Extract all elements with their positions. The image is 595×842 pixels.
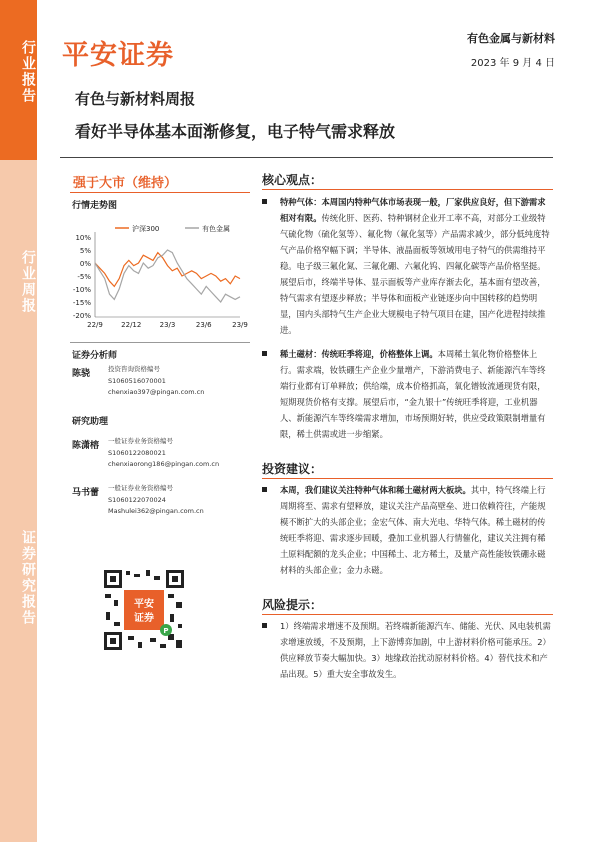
x-tick-label: 22/9 xyxy=(87,321,103,329)
report-type: 有色与新材料周报 xyxy=(75,90,196,108)
y-tick-label: -5% xyxy=(77,273,91,281)
y-tick-label: -20% xyxy=(72,312,91,320)
y-tick-label: 5% xyxy=(79,247,91,255)
assistant-cert-label: 一般证券业务资格编号 xyxy=(108,437,173,445)
rating: 强于大市（维持） xyxy=(73,176,178,191)
series-line xyxy=(95,253,240,287)
assistants-heading: 研究助理 xyxy=(72,417,109,427)
analyst-name: 陈骁 xyxy=(72,369,91,379)
qr-label-top: 平安 xyxy=(134,599,154,610)
assistant-name: 陈潇榕 xyxy=(72,441,100,451)
risk-underline xyxy=(262,614,553,615)
legend-label: 有色金属 xyxy=(202,225,230,233)
investment-paragraph xyxy=(262,482,553,578)
assistant-name: 马书蕾 xyxy=(72,488,100,498)
x-tick-label: 23/6 xyxy=(195,321,212,329)
qr-label-bottom: 证券 xyxy=(134,613,154,624)
core-view-heading: 核心观点： xyxy=(262,173,323,187)
sidebar xyxy=(0,0,37,842)
investment-text: 其中，特气终端上行周期将至、需求有望释放，建议关注产品高壁垒、进口依赖符往，产能规模不断扩大的头部企业；金宏气体、南大光电、华特气体。稀土磁材的传统旺季将迎、需求逐步回暖，叠加工业机器人行情催化，建议关注拥有稀土原料配额的龙头企业；中国稀土、北方稀土，及量产高性能钕铁硼永磁材料的头部企业；金力永磁。 xyxy=(280,485,546,575)
series-line xyxy=(95,250,240,302)
y-tick-label: 0% xyxy=(79,260,91,268)
investment-lead: 本周，我们建议关注特种气体和稀土磁材两大板块。 xyxy=(280,485,471,495)
assistant-info xyxy=(108,436,219,471)
assistant-email: Mashulei362@pingan.com.cn xyxy=(108,507,204,515)
core-view-paragraph-rare-earth xyxy=(262,346,553,442)
y-tick-label: -10% xyxy=(72,286,91,294)
legend-label: 沪深300 xyxy=(132,225,160,233)
analyst-email: chenxiao397@pingan.com.cn xyxy=(108,388,205,396)
rare-earth-text: 本周稀土氧化物价格整体上行。需求端，钕铁硼生产企业少量增产，下游消费电子、新能源汽车等终端行业都有订单释放；供给端，成本价格抓高，氧化镨钕流通现货有限，短期现货价格有支撑。展望后市，“金九银十”传统旺季将迎，工业机器人、新能源汽车等终端需求增加，市场预期好转，供应受政策限制增量有限，稀土供需或进一步缩紧。 xyxy=(280,349,546,439)
analyst-cert-number: S1060516070001 xyxy=(108,376,166,385)
bullet-icon xyxy=(262,487,267,492)
bullet-icon xyxy=(262,351,267,356)
investment-heading: 投资建议： xyxy=(262,462,323,476)
x-tick-label: 23/9 xyxy=(232,321,248,329)
bullet-icon xyxy=(262,623,267,628)
header-category: 有色金属与新材料 xyxy=(467,32,555,45)
assistant-info xyxy=(108,483,204,518)
risk-paragraph xyxy=(262,618,553,682)
gas-text: 传统化肝、医药、特种钢材企业开工率不高，对部分工业级特气硫化物（硫化氢等）、氟化物（氟化氢等）产品需求减少，部分低纯度特气产品价格窄幅下调；半导体、液晶面板等领域用电子特气的供需维持平稳。电子级三氟化氮、三氟化硼、六氟化钨、四氟化碳等产品价格坚挺。展望后市，终端半导体、显示面板等产业库存渐去化，基本面有望改善，特气需求有望逐步释放；半导体和面板产业链逐步向中国转移的趋势明显，国内头部特气生产企业大规模电子特气项目在建，国产化进程持续推进。 xyxy=(280,213,550,335)
sidebar-label-weekly: 行业周报 xyxy=(20,250,36,314)
analyst-cert-label: 投资咨询资格编号 xyxy=(108,365,160,373)
assistant-cert-label: 一般证券业务资格编号 xyxy=(108,484,173,492)
y-tick-label: -15% xyxy=(72,299,91,307)
risk-heading: 风险提示： xyxy=(262,598,323,612)
rating-underline xyxy=(70,192,250,193)
assistant-email: chenxiaorong186@pingan.com.cn xyxy=(108,460,220,468)
analyst-info xyxy=(108,364,204,399)
report-title: 看好半导体基本面渐修复，电子特气需求释放 xyxy=(75,122,396,141)
market-trend-chart xyxy=(60,212,250,337)
risk-text: 1）终端需求增速不及预期。若终端新能源汽车、储能、光伏、风电装机需求增速放缓，不及预期，上下游博弈加剧，中上游材料价格可能承压。2）供应释放节奏大幅加快。3）地缘政治扰动原材料价格。4）替代技术和产品出现。5）重大安全事故发生。 xyxy=(280,621,551,679)
gas-lead: 特种气体：本周国内特种气体市场表现一般，厂家供应良好，但下游需求相对有限。 xyxy=(280,197,546,223)
x-tick-label: 23/3 xyxy=(159,321,176,329)
sidebar-label-industry-report: 行业报告 xyxy=(20,40,36,104)
core-view-underline xyxy=(262,189,553,190)
rare-earth-lead: 稀土磁材：传统旺季将迎，价格整体上调。 xyxy=(280,349,438,359)
analysts-heading: 证券分析师 xyxy=(72,351,118,361)
y-tick-label: 10% xyxy=(75,234,91,242)
investment-underline xyxy=(262,478,553,479)
qr-badge: P xyxy=(163,627,169,635)
header-date: 2023 年 9 月 4 日 xyxy=(470,58,555,69)
assistant-cert-number: S1060122070024 xyxy=(108,495,166,504)
header-meta xyxy=(467,30,555,69)
chart-divider xyxy=(70,342,250,343)
bullet-icon xyxy=(262,199,267,204)
sidebar-label-securities-research: 证券研究报告 xyxy=(20,530,36,626)
qr-code xyxy=(102,568,186,652)
title-divider xyxy=(60,157,553,158)
core-view-paragraph-gas xyxy=(262,194,553,338)
trend-heading: 行情走势图 xyxy=(72,201,118,211)
assistant-cert-number: S1060122080021 xyxy=(108,448,166,457)
brand-logo: 平安证券 xyxy=(62,40,174,71)
x-tick-label: 22/12 xyxy=(121,321,142,329)
